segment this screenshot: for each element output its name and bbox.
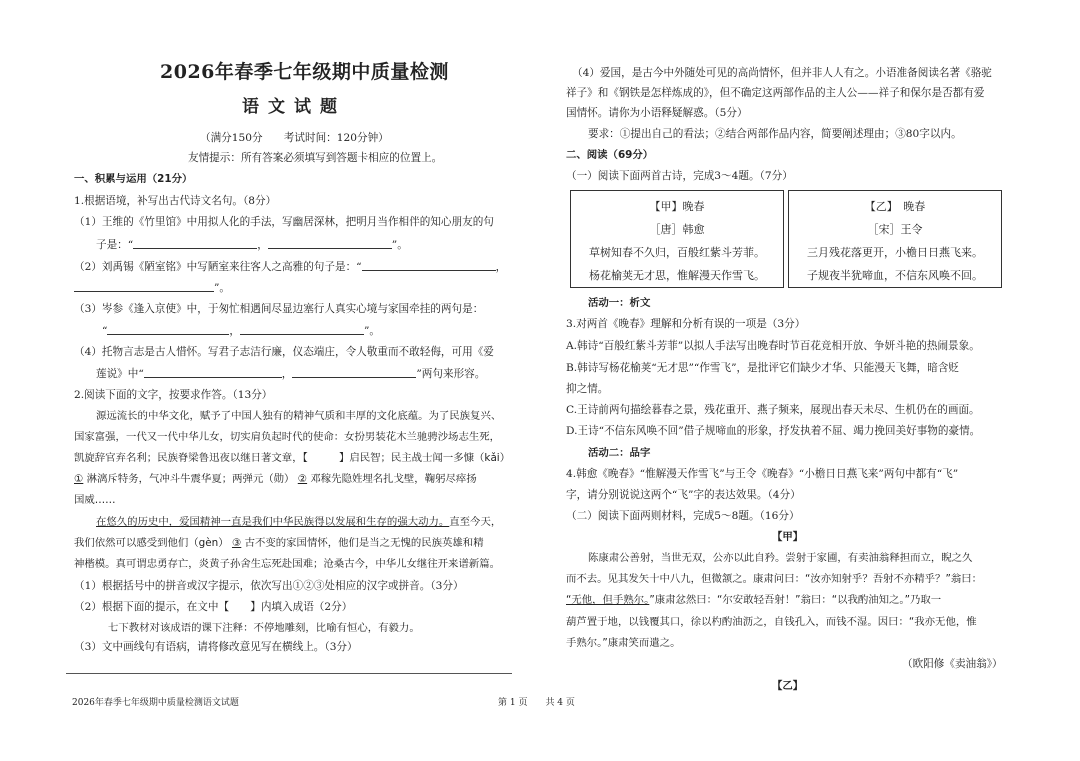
- text-fragment: ”康肃忿然曰：“尔安敢轻吾射！”翁曰：“以我酌油知之。”乃取一: [649, 594, 942, 606]
- passage-line: 而不去。见其发矢十中八九，但微颔之。康肃问曰：“汝亦知射乎？吾射不亦精乎？”翁曰：: [566, 573, 982, 585]
- material-yi-heading: 【乙】: [772, 680, 804, 692]
- option-b: B.韩诗写杨花榆荚“无才思”“作雪飞”，是批评它们缺少才华、只能漫天飞舞，暗含贬: [566, 362, 960, 374]
- text-fragment: ”。: [214, 282, 231, 294]
- sub-question-2: （2）根据下面的提示，在文中【 】内填入成语（2分）: [74, 601, 353, 613]
- section-2-heading: 二、阅读（69分）: [566, 149, 654, 161]
- passage-line: 葫芦置于地，以钱覆其口，徐以杓酌油沥之，自钱孔入，而钱不湿。因曰：“我亦无他，惟: [566, 616, 977, 628]
- sub-question-1: （1）根据括号中的拼音或汉字提示，依次写出①②③处相应的汉字或拼音。（3分）: [74, 580, 464, 592]
- option-b-continued: 抑之情。: [566, 383, 609, 395]
- exam-meta: （满分150分 考试时间：120分钟）: [200, 132, 389, 144]
- question-1-4-continued: 国情怀。请你为小语释疑解惑。（5分）: [566, 107, 748, 119]
- underlined-sentence: 在悠久的历史中，爱国精神一直是我们中华民族得以发展和生存的强大动力。: [96, 516, 450, 528]
- page-number: 第 1 页 共 4 页: [498, 698, 575, 708]
- poem-b-author: ［宋］王令: [867, 223, 923, 236]
- passage-line: 手熟尔。”康肃笑而遣之。: [566, 637, 681, 649]
- blank-marker-2: ②: [297, 473, 308, 485]
- exam-title: 2026年春季七年级期中质量检测: [160, 61, 449, 83]
- text-fragment: ，: [495, 261, 507, 273]
- answer-blank[interactable]: [133, 238, 257, 249]
- answer-blank[interactable]: [240, 324, 364, 335]
- passage-line: [74, 473, 477, 486]
- answer-blank[interactable]: [362, 260, 496, 271]
- question-1-1: （1）王维的《竹里馆》中用拟人化的手法，写幽居深林，把明月当作相伴的知心朋友的句: [74, 216, 494, 228]
- passage-line: 神楷模。真可谓忠勇存亡，炎黄子孙舍生忘死赴国难；沧桑古今，中华儿女继往开来谱新篇。: [74, 558, 501, 570]
- answer-blank[interactable]: [292, 367, 416, 378]
- question-1-1-answer-line: [96, 238, 408, 252]
- answer-blank[interactable]: [74, 281, 214, 292]
- question-3: 3.对两首《晚春》理解和分析有误的一项是（3分）: [566, 318, 806, 330]
- answer-blank[interactable]: [107, 324, 229, 335]
- passage-line: [74, 537, 484, 550]
- poem-a-line: 草树知春不久归，百般红紫斗芳菲。: [589, 246, 765, 259]
- poem-box-a: [570, 190, 784, 288]
- part-1-heading: （一）阅读下面两首古诗，完成3～4题。（7分）: [566, 170, 793, 182]
- blank-marker-1: ①: [74, 473, 84, 485]
- text-fragment: 邓稼先隐姓埋名扎戈壁，鞠躬尽瘁扬: [310, 473, 477, 485]
- passage-line: 凯旋辞官弃名利；民族脊梁鲁迅夜以继日著文章，【 】启民智；民主战士闻一多慷（kǎi）: [74, 452, 511, 464]
- answer-blank[interactable]: [144, 367, 282, 378]
- text-fragment: ”两句来形容。: [416, 368, 486, 380]
- section-1-heading: 一、积累与运用（21分）: [74, 173, 193, 185]
- poem-a-author: ［唐］韩愈: [649, 223, 705, 236]
- poem-a: [571, 195, 783, 287]
- exam-tip: 友情提示：所有答案必须填写到答题卡相应的位置上。: [188, 152, 443, 164]
- question-1-4-answer-line: [96, 367, 485, 381]
- requirements: 要求：①提出自己的看法；②结合两部作品内容，简要阐述理由；③80字以内。: [588, 128, 962, 140]
- passage-line: [96, 516, 501, 529]
- passage-line: 国威……: [74, 494, 116, 506]
- poem-b-line: 三月残花落更开，小檐日日燕飞来。: [807, 246, 983, 259]
- text-fragment: ，: [229, 325, 241, 337]
- text-fragment: ，: [257, 239, 268, 251]
- poem-box-b: [788, 190, 1002, 288]
- option-a: A.韩诗“百般红紫斗芳菲”以拟人手法写出晚春时节百花竞相开放、争妍斗艳的热闹景象。: [566, 340, 980, 352]
- material-jia-heading: 【甲】: [772, 531, 804, 543]
- question-1: 1.根据语境，补写出古代诗文名句。（8分）: [74, 195, 277, 207]
- underlined-sentence: “无他，但手熟尔。: [566, 594, 650, 606]
- question-4: 4.韩愈《晚春》“惟解漫天作雪飞”与王令《晚春》“小檐日日燕飞来”两句中都有“飞”: [566, 468, 959, 480]
- question-1-4-continued: （4）爱国，是古今中外随处可见的高尚情怀，但并非人人有之。小语准备阅读名著《骆驼: [572, 67, 992, 79]
- text-fragment: ，: [281, 368, 293, 380]
- text-fragment: “: [102, 325, 108, 337]
- sub-question-3: （3）文中画线句有语病，请将修改意见写在横线上。（3分）: [74, 641, 358, 653]
- passage-line: 国家富强，一代又一代中华儿女，切实肩负起时代的使命：女扮男装花木兰驰骋沙场志生死，: [74, 431, 501, 443]
- question-1-3-answer-line: [102, 324, 380, 338]
- passage-source: （欧阳修《卖油翁》）: [902, 658, 1003, 670]
- exam-subtitle: 语文试题: [242, 97, 346, 117]
- question-4-continued: 字，请分别说说这两个“飞”字的表达效果。（4分）: [566, 489, 801, 501]
- passage-line: [566, 594, 941, 607]
- text-fragment: （2）刘禹锡《陋室铭》中写陋室来往客人之高雅的句子是：“: [74, 261, 362, 273]
- activity-1-heading: 活动一：析文: [588, 297, 651, 309]
- poem-b: [789, 195, 1001, 287]
- question-1-3: （3）岑参《逢入京使》中，于匆忙相遇间尽显边塞行人真实心境与家国牵挂的两句是：: [74, 303, 484, 315]
- question-1-2: [74, 260, 506, 274]
- text-fragment: 莲说》中“: [96, 368, 144, 380]
- poem-b-title: 【乙】 晚春: [864, 200, 926, 213]
- text-fragment: 直至今天，: [449, 516, 502, 528]
- text-fragment: 淋漓斥特务，气冲斗牛震华夏；两弹元（勋）: [86, 473, 295, 485]
- question-1-4: （4）托物言志是古人惜怀。写君子志洁行廉，仪态端庄，令人敬重而不敢轻侮，可用《爱: [74, 346, 494, 358]
- question-2: 2.阅读下面的文字，按要求作答。（13分）: [74, 389, 273, 401]
- answer-blank[interactable]: [268, 238, 392, 249]
- answer-line: [66, 673, 512, 674]
- passage-line: 陈康肃公善射，当世无双，公亦以此自矜。尝射于家圃，有卖油翁释担而立，睨之久: [588, 552, 973, 564]
- text-fragment: 我们依然可以感受到他们（gèn）: [74, 537, 229, 549]
- activity-2-heading: 活动二：品字: [588, 447, 651, 459]
- text-fragment: 古不变的家国情怀，他们是当之无愧的民族英雄和精: [244, 537, 484, 549]
- poem-b-line: 子规夜半犹啼血，不信东风唤不回。: [807, 269, 983, 282]
- option-d: D.王诗“不信东风唤不回”借子规啼血的形象，抒发执着不屈、竭力挽回美好事物的豪情。: [566, 425, 981, 437]
- passage-line: 源远流长的中华文化，赋予了中国人独有的精神气质和丰厚的文化底蕴。为了民族复兴、: [96, 410, 502, 422]
- text-fragment: 子是：“: [96, 239, 134, 251]
- text-fragment: ”。: [391, 239, 408, 251]
- question-1-4-continued: 祥子》和《钢铁是怎样炼成的》，但不确定这两部作品的主人公——祥子和保尔是否都有爱: [566, 87, 985, 99]
- idiom-note: 七下教材对该成语的课下注释：不停地雕刻，比喻有恒心，有毅力。: [108, 622, 420, 634]
- text-fragment: ”。: [364, 325, 381, 337]
- blank-marker-3: ③: [231, 537, 242, 549]
- option-c: C.王诗前两句描绘暮春之景，残花重开、燕子频来，展现出春天未尽、生机仍在的画面。: [566, 404, 980, 416]
- question-1-2-answer-line: [74, 281, 230, 295]
- part-2-heading: （二）阅读下面两则材料，完成5～8题。（16分）: [566, 510, 800, 522]
- footer-title: 2026年春季七年级期中质量检测语文试题: [72, 698, 239, 708]
- poem-a-title: 【甲】晚春: [649, 200, 705, 213]
- poem-a-line: 杨花榆荚无才思，惟解漫天作雪飞。: [589, 269, 765, 282]
